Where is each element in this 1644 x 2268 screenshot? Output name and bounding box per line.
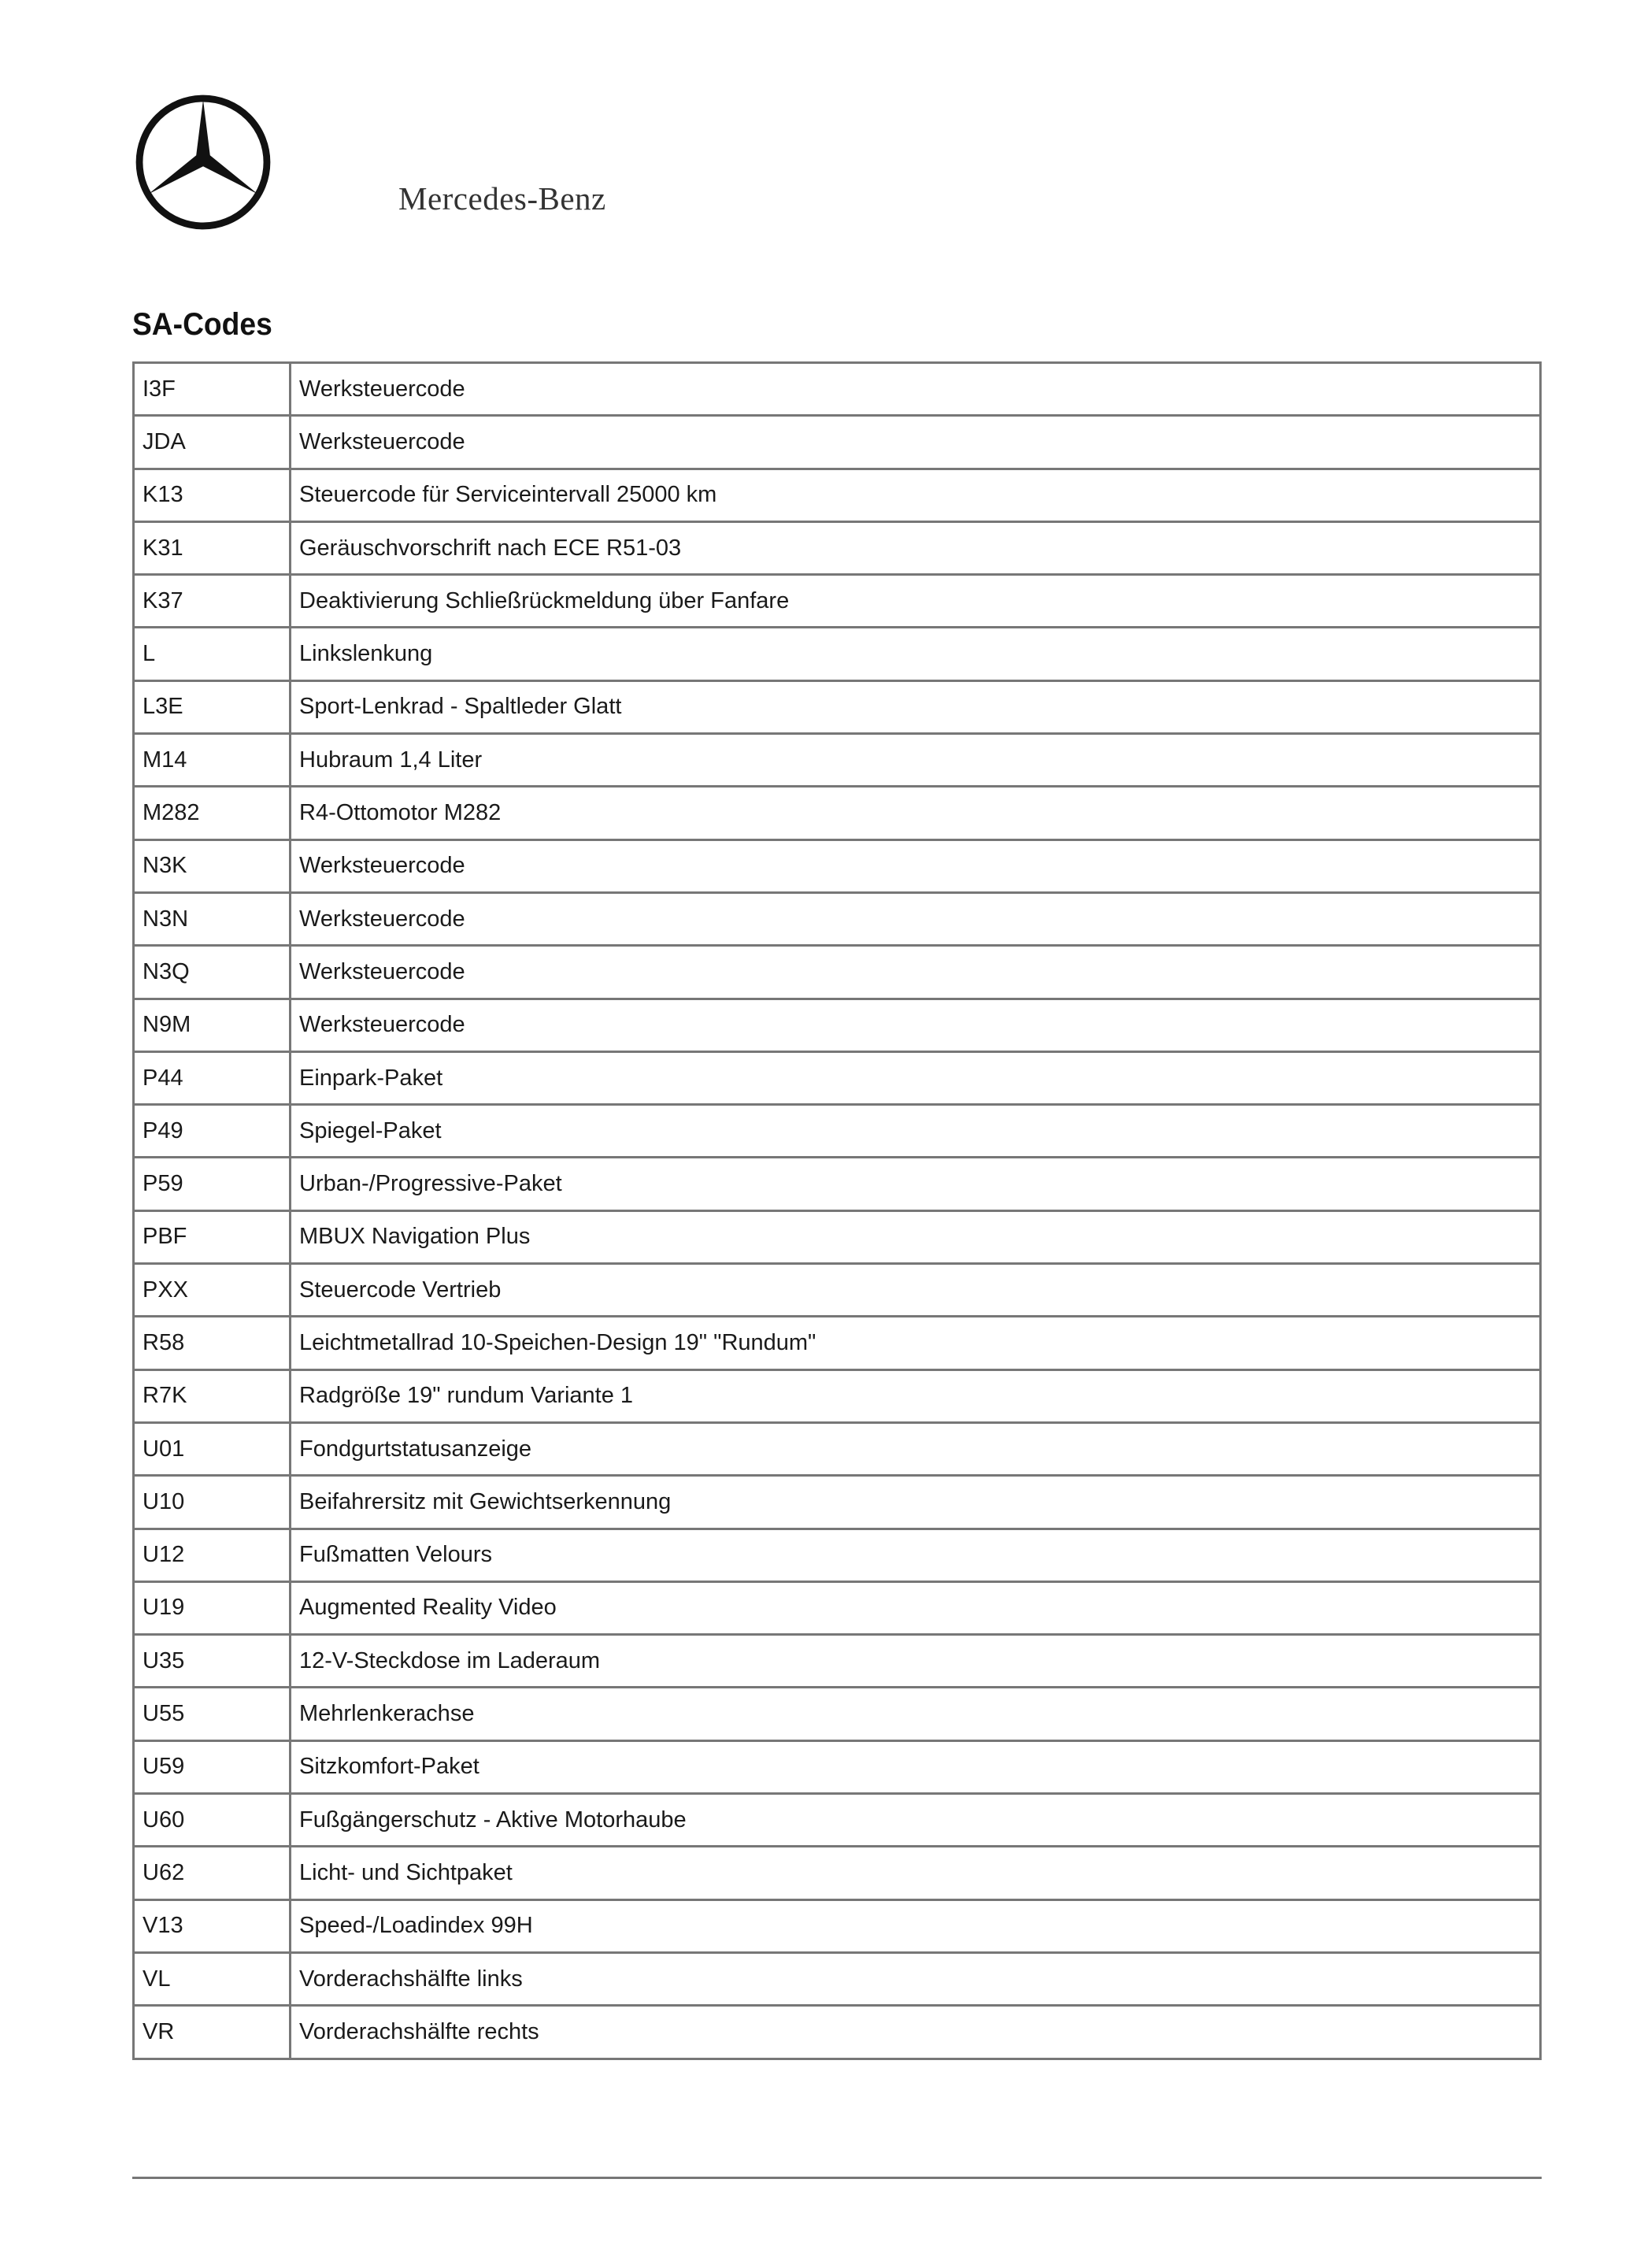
sa-code-cell: K37: [134, 575, 291, 628]
table-row: [134, 1688, 1541, 1740]
table-row: [134, 469, 1541, 521]
table-row: [134, 1794, 1541, 1847]
sa-description-cell: Fußmatten Velours: [291, 1529, 1541, 1581]
table-row: [134, 628, 1541, 680]
sa-code-cell: P49: [134, 1105, 291, 1158]
sa-description-cell: Speed-/Loadindex 99H: [291, 1899, 1541, 1952]
sa-description-cell: Beifahrersitz mit Gewichtserkennung: [291, 1476, 1541, 1529]
table-row: [134, 839, 1541, 892]
sa-code-cell: I3F: [134, 363, 291, 416]
footer-divider: [132, 2177, 1542, 2179]
sa-code-cell: L: [134, 628, 291, 680]
sa-code-cell: U10: [134, 1476, 291, 1529]
sa-code-cell: R58: [134, 1317, 291, 1369]
sa-code-cell: N9M: [134, 999, 291, 1051]
table-row: [134, 1264, 1541, 1317]
sa-description-cell: Leichtmetallrad 10-Speichen-Design 19" "Rundum": [291, 1317, 1541, 1369]
sa-description-cell: Vorderachshälfte links: [291, 1952, 1541, 2005]
sa-description-cell: Sport-Lenkrad - Spaltleder Glatt: [291, 680, 1541, 733]
sa-description-cell: 12-V-Steckdose im Laderaum: [291, 1635, 1541, 1688]
table-row: [134, 946, 1541, 999]
sa-code-cell: M14: [134, 734, 291, 787]
sa-description-cell: Steuercode für Serviceintervall 25000 km: [291, 469, 1541, 521]
table-row: [134, 1635, 1541, 1688]
table-row: [134, 1105, 1541, 1158]
sa-code-cell: VR: [134, 2006, 291, 2059]
sa-code-cell: U35: [134, 1635, 291, 1688]
sa-code-cell: U19: [134, 1581, 291, 1634]
table-row: [134, 521, 1541, 574]
sa-description-cell: Licht- und Sichtpaket: [291, 1847, 1541, 1899]
sa-description-cell: Werksteuercode: [291, 363, 1541, 416]
table-row: [134, 2006, 1541, 2059]
sa-code-cell: N3N: [134, 892, 291, 945]
sa-code-cell: JDA: [134, 416, 291, 469]
table-row: [134, 999, 1541, 1051]
sa-description-cell: Mehrlenkerachse: [291, 1688, 1541, 1740]
sa-code-cell: U01: [134, 1422, 291, 1475]
sa-code-cell: M282: [134, 787, 291, 839]
sa-description-cell: Werksteuercode: [291, 946, 1541, 999]
sa-code-cell: U59: [134, 1740, 291, 1793]
sa-description-cell: Werksteuercode: [291, 416, 1541, 469]
sa-code-cell: N3K: [134, 839, 291, 892]
sa-description-cell: Urban-/Progressive-Paket: [291, 1158, 1541, 1210]
sa-code-cell: K13: [134, 469, 291, 521]
mercedes-star-icon: [134, 93, 272, 232]
table-row: [134, 1581, 1541, 1634]
sa-description-cell: Werksteuercode: [291, 839, 1541, 892]
sa-description-cell: Hubraum 1,4 Liter: [291, 734, 1541, 787]
table-row: [134, 1476, 1541, 1529]
sa-code-cell: R7K: [134, 1369, 291, 1422]
sa-code-cell: VL: [134, 1952, 291, 2005]
sa-code-cell: U12: [134, 1529, 291, 1581]
sa-code-cell: N3Q: [134, 946, 291, 999]
sa-description-cell: Fondgurtstatusanzeige: [291, 1422, 1541, 1475]
sa-description-cell: Radgröße 19" rundum Variante 1: [291, 1369, 1541, 1422]
sa-code-cell: U60: [134, 1794, 291, 1847]
sa-description-cell: Spiegel-Paket: [291, 1105, 1541, 1158]
sa-code-cell: PXX: [134, 1264, 291, 1317]
sa-description-cell: Steuercode Vertrieb: [291, 1264, 1541, 1317]
table-row: [134, 1740, 1541, 1793]
table-row: [134, 680, 1541, 733]
section-title: SA-Codes: [132, 307, 272, 342]
sa-code-cell: P44: [134, 1051, 291, 1104]
table-row: [134, 1210, 1541, 1263]
table-row: [134, 416, 1541, 469]
table-row: [134, 575, 1541, 628]
sa-description-cell: R4-Ottomotor M282: [291, 787, 1541, 839]
sa-description-cell: Deaktivierung Schließrückmeldung über Fanfare: [291, 575, 1541, 628]
sa-description-cell: Sitzkomfort-Paket: [291, 1740, 1541, 1793]
table-row: [134, 1847, 1541, 1899]
table-row: [134, 1899, 1541, 1952]
sa-code-cell: V13: [134, 1899, 291, 1952]
sa-code-cell: P59: [134, 1158, 291, 1210]
table-row: [134, 734, 1541, 787]
sa-description-cell: Einpark-Paket: [291, 1051, 1541, 1104]
sa-code-cell: U62: [134, 1847, 291, 1899]
table-row: [134, 787, 1541, 839]
sa-description-cell: Geräuschvorschrift nach ECE R51-03: [291, 521, 1541, 574]
sa-code-cell: PBF: [134, 1210, 291, 1263]
sa-description-cell: Fußgängerschutz - Aktive Motorhaube: [291, 1794, 1541, 1847]
table-row: [134, 1952, 1541, 2005]
sa-description-cell: Vorderachshälfte rechts: [291, 2006, 1541, 2059]
sa-description-cell: Linkslenkung: [291, 628, 1541, 680]
table-row: [134, 892, 1541, 945]
table-row: [134, 1369, 1541, 1422]
sa-description-cell: Augmented Reality Video: [291, 1581, 1541, 1634]
sa-description-cell: Werksteuercode: [291, 999, 1541, 1051]
sa-codes-table: [132, 361, 1542, 2060]
sa-code-cell: U55: [134, 1688, 291, 1740]
sa-code-cell: L3E: [134, 680, 291, 733]
table-row: [134, 363, 1541, 416]
table-row: [134, 1158, 1541, 1210]
table-row: [134, 1529, 1541, 1581]
sa-code-cell: K31: [134, 521, 291, 574]
table-row: [134, 1317, 1541, 1369]
table-row: [134, 1051, 1541, 1104]
sa-description-cell: MBUX Navigation Plus: [291, 1210, 1541, 1263]
sa-description-cell: Werksteuercode: [291, 892, 1541, 945]
brand-name: Mercedes-Benz: [398, 180, 606, 217]
table-row: [134, 1422, 1541, 1475]
